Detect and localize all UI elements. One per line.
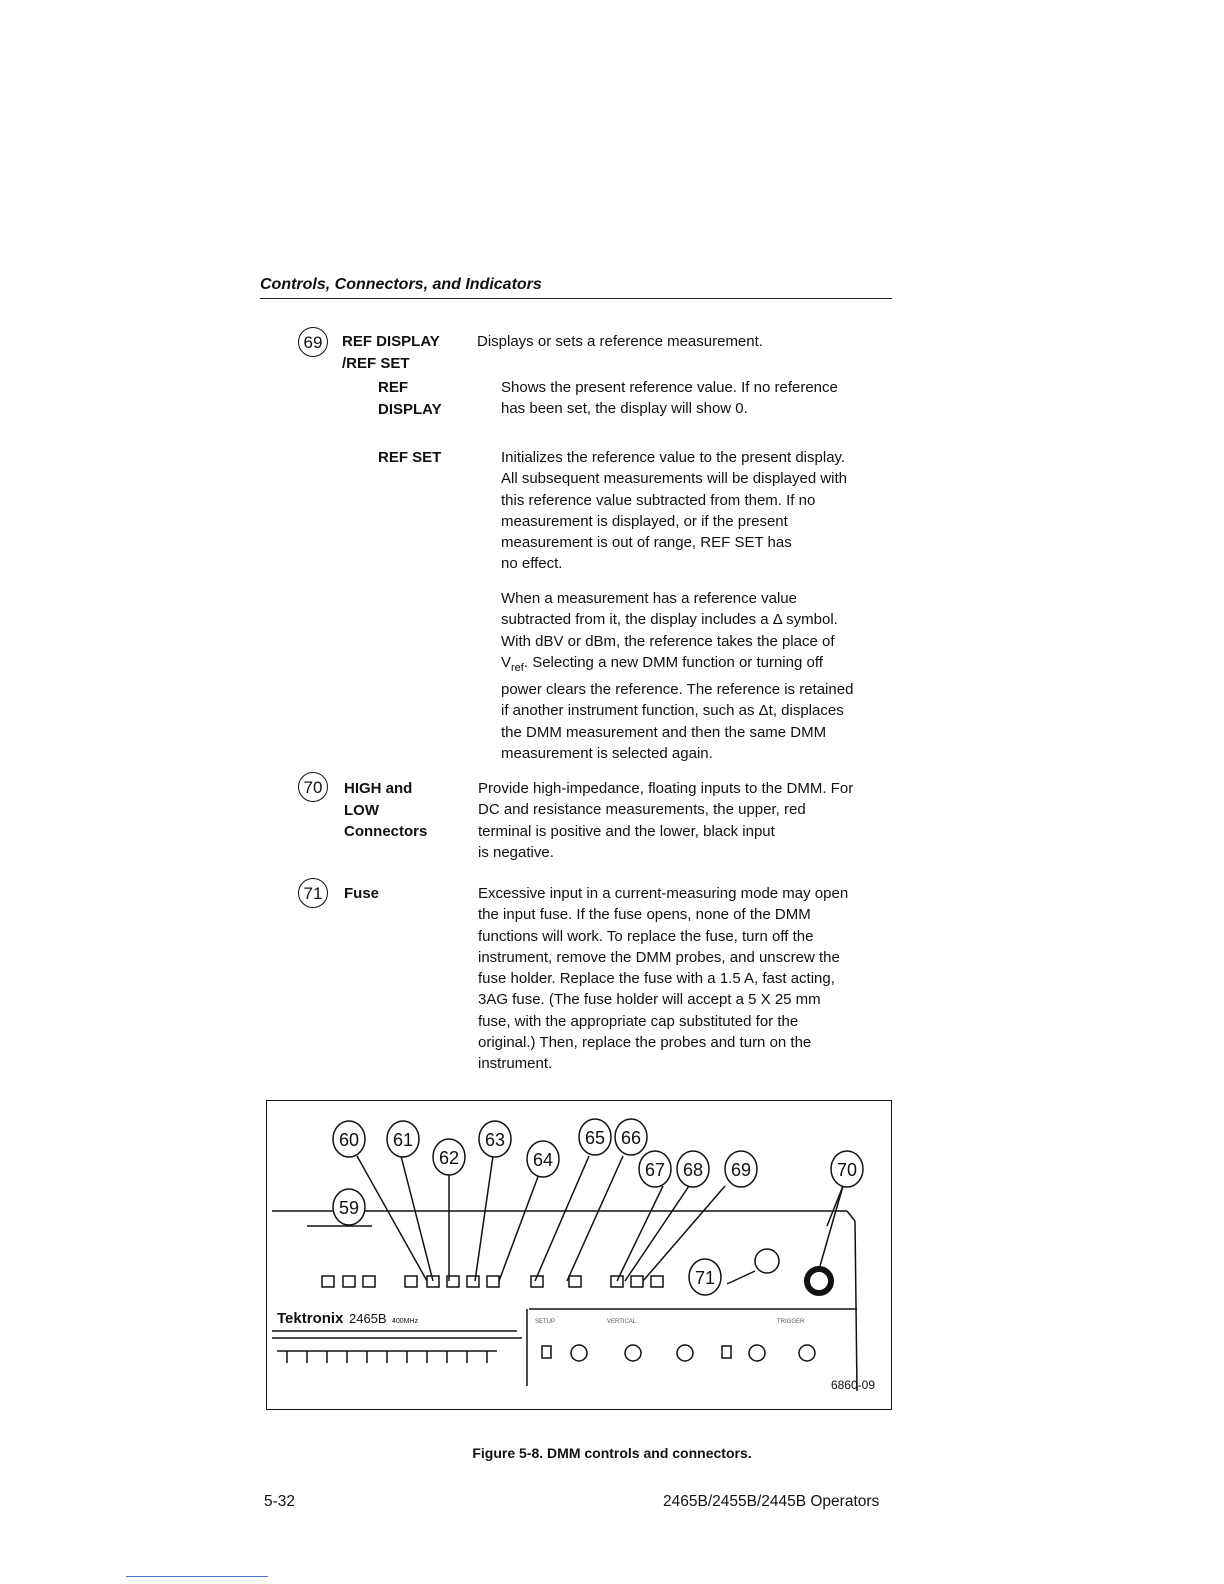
figure-callout-68-label: 68 bbox=[682, 1160, 704, 1180]
ref-subscript: ref bbox=[511, 661, 524, 674]
header-rule bbox=[260, 298, 892, 299]
ref-display-label bbox=[378, 377, 442, 420]
text-line: With dBV or dBm, the reference takes the place of bbox=[501, 632, 835, 650]
text-line: Shows the present reference value. If no reference bbox=[501, 379, 838, 396]
text-line: original.) Then, replace the probes and turn on the bbox=[478, 1034, 812, 1052]
text-line bbox=[501, 652, 853, 679]
text-line: terminal is positive and the lower, black input bbox=[478, 822, 775, 840]
text-line: measurement is displayed, or if the present bbox=[501, 512, 788, 530]
text-line: DC and resistance measurements, the upper, red bbox=[478, 801, 806, 819]
figure-callout-59-label: 59 bbox=[338, 1198, 360, 1218]
dmm-panel-drawing bbox=[267, 1101, 890, 1408]
label-line: HIGH and bbox=[344, 780, 413, 797]
item-69-label bbox=[342, 331, 440, 374]
figure-callout-71-label: 71 bbox=[694, 1268, 716, 1288]
reference-note bbox=[501, 588, 853, 764]
text-line: measurement is selected again. bbox=[501, 745, 713, 763]
item-71-label: Fuse bbox=[344, 885, 380, 902]
model-text: 2465B bbox=[349, 1311, 387, 1326]
ref-set-text bbox=[501, 447, 847, 575]
text-line: measurement is out of range, REF SET has bbox=[501, 534, 792, 552]
page-number: 5-32 bbox=[264, 1493, 296, 1510]
figure-callout-69-label: 69 bbox=[730, 1160, 752, 1180]
text-line: fuse holder. Replace the fuse with a 1.5 A, fast acting, bbox=[478, 970, 835, 988]
item-70-label bbox=[344, 778, 427, 843]
callout-71-badge: 71 bbox=[298, 878, 328, 908]
page-header: Controls, Connectors, and Indicators bbox=[260, 276, 542, 293]
figure-callout-60-label: 60 bbox=[338, 1130, 360, 1150]
item-70-text bbox=[478, 778, 853, 863]
text-line: fuse, with the appropriate cap substituted for the bbox=[478, 1012, 799, 1030]
text-line: has been set, the display will show 0. bbox=[501, 400, 748, 418]
text-line: the input fuse. If the fuse opens, none of the DMM bbox=[478, 906, 811, 924]
figure-callout-66-label: 66 bbox=[620, 1128, 642, 1148]
text-fragment: . Selecting a new DMM function or turning off bbox=[523, 653, 823, 671]
figure-callout-67-label: 67 bbox=[644, 1160, 666, 1180]
dmm-figure bbox=[266, 1100, 892, 1410]
v-symbol: V bbox=[501, 653, 512, 671]
text-line: All subsequent measurements will be displayed with bbox=[501, 470, 848, 488]
figure-callout-63-label: 63 bbox=[484, 1130, 506, 1150]
label-line: Connectors bbox=[344, 823, 428, 840]
text-line: subtracted from it, the display includes a Δ symbol. bbox=[501, 611, 838, 629]
figure-callout-61-label: 61 bbox=[392, 1130, 414, 1150]
ref-display-label-line: DISPLAY bbox=[378, 400, 442, 418]
item-71-text bbox=[478, 883, 848, 1075]
callout-70-badge: 70 bbox=[298, 772, 328, 802]
text-line: Excessive input in a current-measuring mode may open bbox=[478, 885, 849, 902]
item-69-label-line: REF DISPLAY bbox=[342, 333, 440, 350]
ref-display-text bbox=[501, 377, 838, 420]
vertical-panel-label: VERTICAL bbox=[607, 1319, 637, 1325]
text-line: functions will work. To replace the fuse, turn off the bbox=[478, 927, 814, 945]
ref-set-label: REF SET bbox=[378, 449, 442, 466]
brand-logo-text: Tektronix bbox=[277, 1310, 344, 1327]
text-line: power clears the reference. The reference is retained bbox=[501, 681, 854, 699]
text-line: the DMM measurement and then the same DMM bbox=[501, 723, 827, 741]
text-line: if another instrument function, such as Δt, displaces bbox=[501, 702, 844, 720]
text-line: no effect. bbox=[501, 555, 563, 573]
ref-display-label-line: REF bbox=[378, 379, 408, 396]
figure-callout-70-label: 70 bbox=[836, 1160, 858, 1180]
document-title: 2465B/2455B/2445B Operators bbox=[663, 1493, 880, 1510]
item-69-description: Displays or sets a reference measurement. bbox=[477, 333, 763, 350]
trigger-panel-label: TRIGGER bbox=[777, 1319, 805, 1325]
footer-link-rule bbox=[126, 1576, 268, 1577]
text-line: instrument. bbox=[478, 1055, 553, 1073]
callout-69-badge: 69 bbox=[298, 327, 328, 357]
text-line: instrument, remove the DMM probes, and unscrew the bbox=[478, 948, 840, 966]
label-line: LOW bbox=[344, 801, 379, 819]
text-line: this reference value subtracted from them. If no bbox=[501, 491, 816, 509]
bandwidth-text: 400MHz bbox=[392, 1318, 419, 1325]
figure-callout-65-label: 65 bbox=[584, 1128, 606, 1148]
text-line: Provide high-impedance, floating inputs to the DMM. For bbox=[478, 780, 854, 797]
setup-panel-label: SETUP bbox=[535, 1319, 556, 1325]
text-line: 3AG fuse. (The fuse holder will accept a 5 X 25 mm bbox=[478, 991, 821, 1009]
figure-callout-62-label: 62 bbox=[438, 1148, 460, 1168]
text-line: is negative. bbox=[478, 843, 554, 861]
figure-id: 6860-09 bbox=[830, 1378, 875, 1392]
text-line: Initializes the reference value to the present display. bbox=[501, 449, 846, 466]
figure-caption: Figure 5-8. DMM controls and connectors. bbox=[472, 1445, 752, 1461]
figure-callout-64-label: 64 bbox=[532, 1150, 554, 1170]
text-line: When a measurement has a reference value bbox=[501, 590, 797, 607]
item-69-label-line: /REF SET bbox=[342, 354, 410, 372]
